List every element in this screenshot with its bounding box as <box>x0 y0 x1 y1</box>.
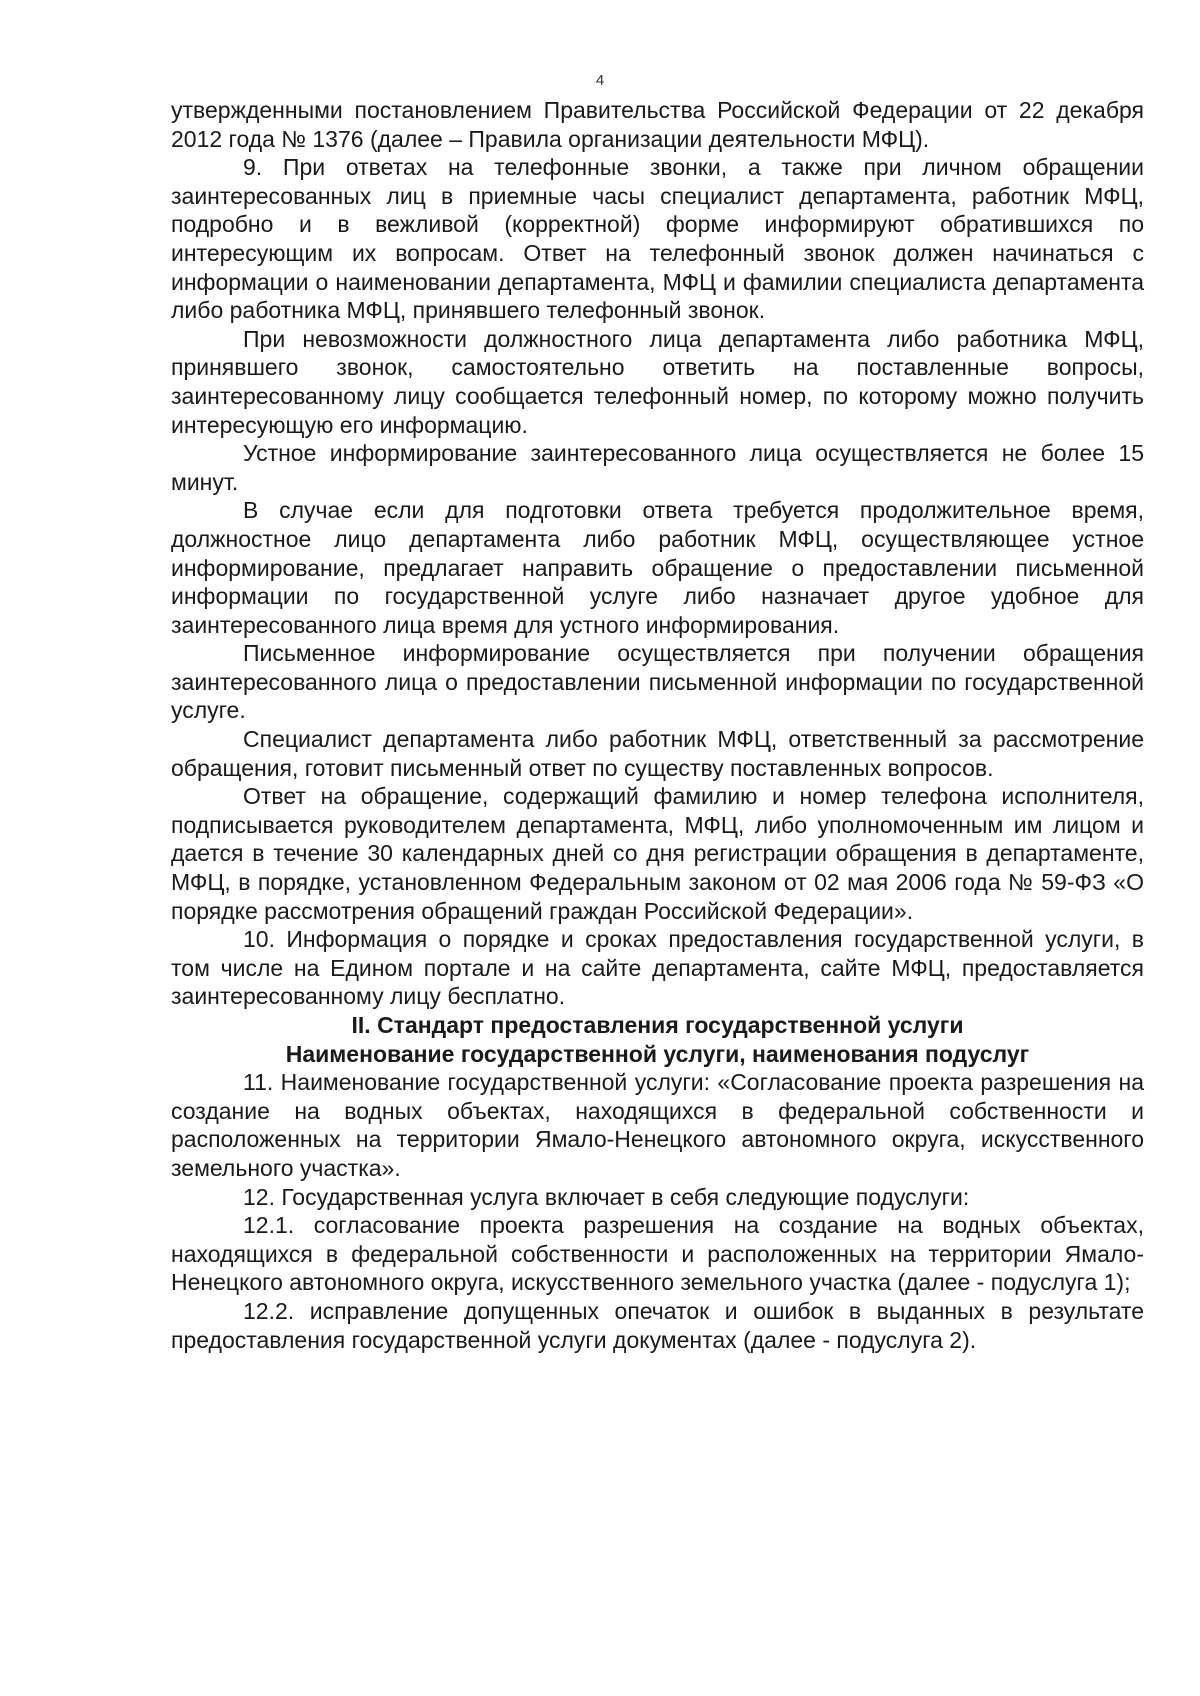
paragraphs-after <box>171 1068 1144 1354</box>
section-heading: II. Стандарт предоставления государственной услуги <box>351 1012 964 1038</box>
paragraph: Ответ на обращение, содержащий фамилию и номер телефона исполнителя, подписывается руководителем департамента, МФЦ, либо уполномоченным им лицом и дается в течение 30 календарных дней со дня регистрации обращения в департаменте, МФЦ, в порядке, установленном Федеральным законом от 02 мая 2006 года № 59-ФЗ «О порядке рассмотрения обращений граждан Российской Федерации». <box>171 783 1144 924</box>
paragraph: 12. Государственная услуга включает в себя следующие подуслуги: <box>243 1183 970 1210</box>
paragraph: утвержденными постановлением Правительства Российской Федерации от 22 декабря 2012 года № 1376 (далее – Правила организации деятельности МФЦ). <box>171 97 1144 152</box>
paragraph: 10. Информация о порядке и сроках предоставления государственной услуги, в том числе на Едином портале и на сайте департамента, сайте МФЦ, предоставляется заинтересованному лицу бесплатно. <box>171 926 1144 1010</box>
paragraph: Письменное информирование осуществляется при получении обращения заинтересованного лица о предоставлении письменной информации по государственной услуге. <box>171 640 1144 724</box>
paragraphs-before <box>171 96 1144 1011</box>
paragraph: В случае если для подготовки ответа требуется продолжительное время, должностное лицо департамента либо работник МФЦ, осуществляющее устное информирование, предлагает направить обращение о предоставлении письменной информации по государственной услуге либо назначает другое удобное для заинтересованного лица время для устного информирования. <box>171 497 1144 638</box>
document-body <box>171 96 1144 1354</box>
paragraph: 9. При ответах на телефонные звонки, а также при личном обращении заинтересованных лиц в приемные часы специалист департамента, работник МФЦ, подробно и в вежливой (корректной) форме информируют обратившихся по интересующим их вопросам. Ответ на телефонный звонок должен начинаться с информации о наименовании департамента, МФЦ и фамилии специалиста департамента либо работника МФЦ, принявшего телефонный звонок. <box>171 154 1144 324</box>
paragraph: При невозможности должностного лица департамента либо работника МФЦ, принявшего звонок, самостоятельно ответить на поставленные вопросы, заинтересованному лицу сообщается телефонный номер, по которому можно получить интересующую его информацию. <box>171 325 1144 438</box>
paragraph: 11. Наименование государственной услуги: «Согласование проекта разрешения на создание на водных объектах, находящихся в федеральной собственности и расположенных на территории Ямало-Ненецкого автономного округа, искусственного земельного участка». <box>171 1069 1144 1181</box>
subsection-heading: Наименование государственной услуги, наименования подуслуг <box>285 1040 1030 1067</box>
paragraph: 12.2. исправление допущенных опечаток и ошибок в выданных в результате предоставления государственной услуги документах (далее - подуслуга 2). <box>171 1297 1144 1353</box>
paragraph: 12.1. согласование проекта разрешения на создание на водных объектах, находящихся в федеральной собственности и расположенных на территории Ямало-Ненецкого автономного округа, искусственного земельного участка (далее - подуслуга 1); <box>171 1212 1144 1296</box>
paragraph: Устное информирование заинтересованного лица осуществляется не более 15 минут. <box>171 440 1144 495</box>
page-number: 4 <box>595 72 605 89</box>
paragraph: Специалист департамента либо работник МФЦ, ответственный за рассмотрение обращения, готовит письменный ответ по существу поставленных вопросов. <box>171 726 1144 781</box>
